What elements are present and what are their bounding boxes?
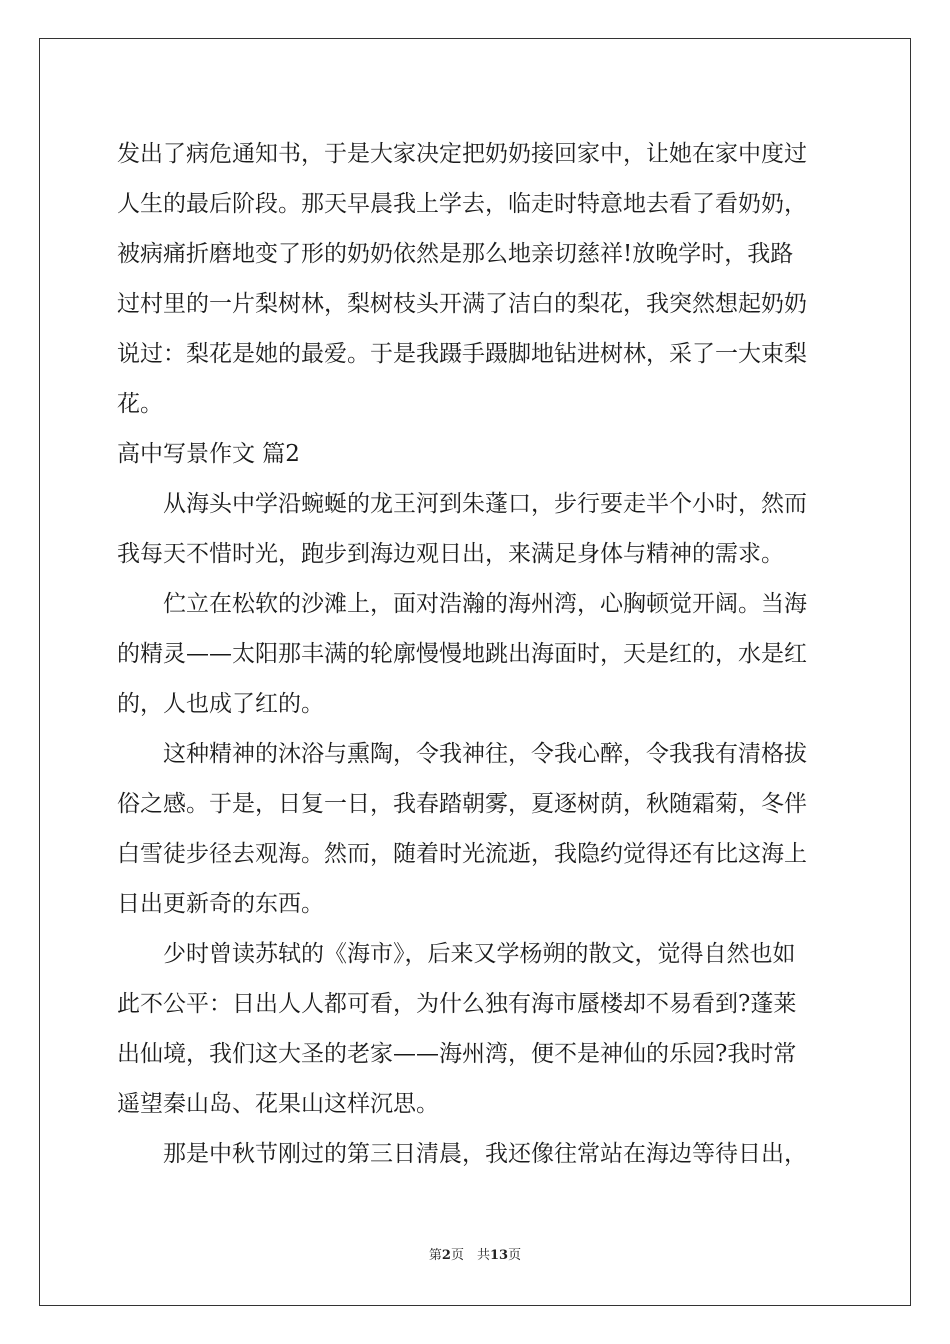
text-line: 我每天不惜时光，跑步到海边观日出，来满足身体与精神的需求。 <box>117 541 784 567</box>
text-line: 说过：梨花是她的最爱。于是我蹑手蹑脚地钻进树林，采了一大束梨 <box>117 341 807 367</box>
text-line: 人生的最后阶段。那天早晨我上学去，临走时特意地去看了看奶奶， <box>117 191 807 217</box>
footer-total-pages: 13 <box>489 1248 509 1263</box>
text-line: 这种精神的沐浴与熏陶，令我神往，令我心醉，令我我有清格拔 <box>163 741 807 767</box>
text-line: 那是中秋节刚过的第三日清晨，我还像往常站在海边等待日出， <box>163 1141 807 1167</box>
text-line: 过村里的一片梨树林，梨树枝头开满了洁白的梨花，我突然想起奶奶 <box>117 291 807 317</box>
page-footer <box>0 1244 950 1263</box>
text-line: 白雪徒步径去观海。然而，随着时光流逝，我隐约觉得还有比这海上 <box>117 841 807 867</box>
text-line: 的，人也成了红的。 <box>117 691 324 717</box>
text-line: 俗之感。于是，日复一日，我春踏朝雾，夏逐树荫，秋随霜菊，冬伴 <box>117 791 807 817</box>
text-line: 花。 <box>117 391 163 417</box>
text-line: 遥望秦山岛、花果山这样沉思。 <box>117 1091 439 1117</box>
text-line: 被病痛折磨地变了形的奶奶依然是那么地亲切慈祥!放晚学时，我路 <box>117 241 794 267</box>
footer-prefix: 第 <box>428 1248 442 1263</box>
text-line: 此不公平：日出人人都可看，为什么独有海市蜃楼却不易看到?蓬莱 <box>117 991 797 1017</box>
footer-suffix: 页 <box>508 1248 522 1263</box>
text-line: 日出更新奇的东西。 <box>117 891 324 917</box>
text-line: 发出了病危通知书，于是大家决定把奶奶接回家中，让她在家中度过 <box>117 141 807 167</box>
document-body <box>117 129 833 1179</box>
text-line: 从海头中学沿蜿蜒的龙王河到朱蓬口，步行要走半个小时，然而 <box>163 491 807 517</box>
footer-mid: 页 共 <box>450 1248 490 1263</box>
footer-current-page: 2 <box>441 1248 451 1263</box>
text-line: 出仙境，我们这大圣的老家——海州湾，便不是神仙的乐园?我时常 <box>117 1041 797 1067</box>
text-line: 少时曾读苏轼的《海市》，后来又学杨朔的散文，觉得自然也如 <box>163 941 796 967</box>
text-line: 的精灵——太阳那丰满的轮廓慢慢地跳出海面时，天是红的，水是红 <box>117 641 807 667</box>
text-line: 伫立在松软的沙滩上，面对浩瀚的海州湾，心胸顿觉开阔。当海 <box>163 591 807 617</box>
text-line: 高中写景作文 篇2 <box>117 441 300 467</box>
